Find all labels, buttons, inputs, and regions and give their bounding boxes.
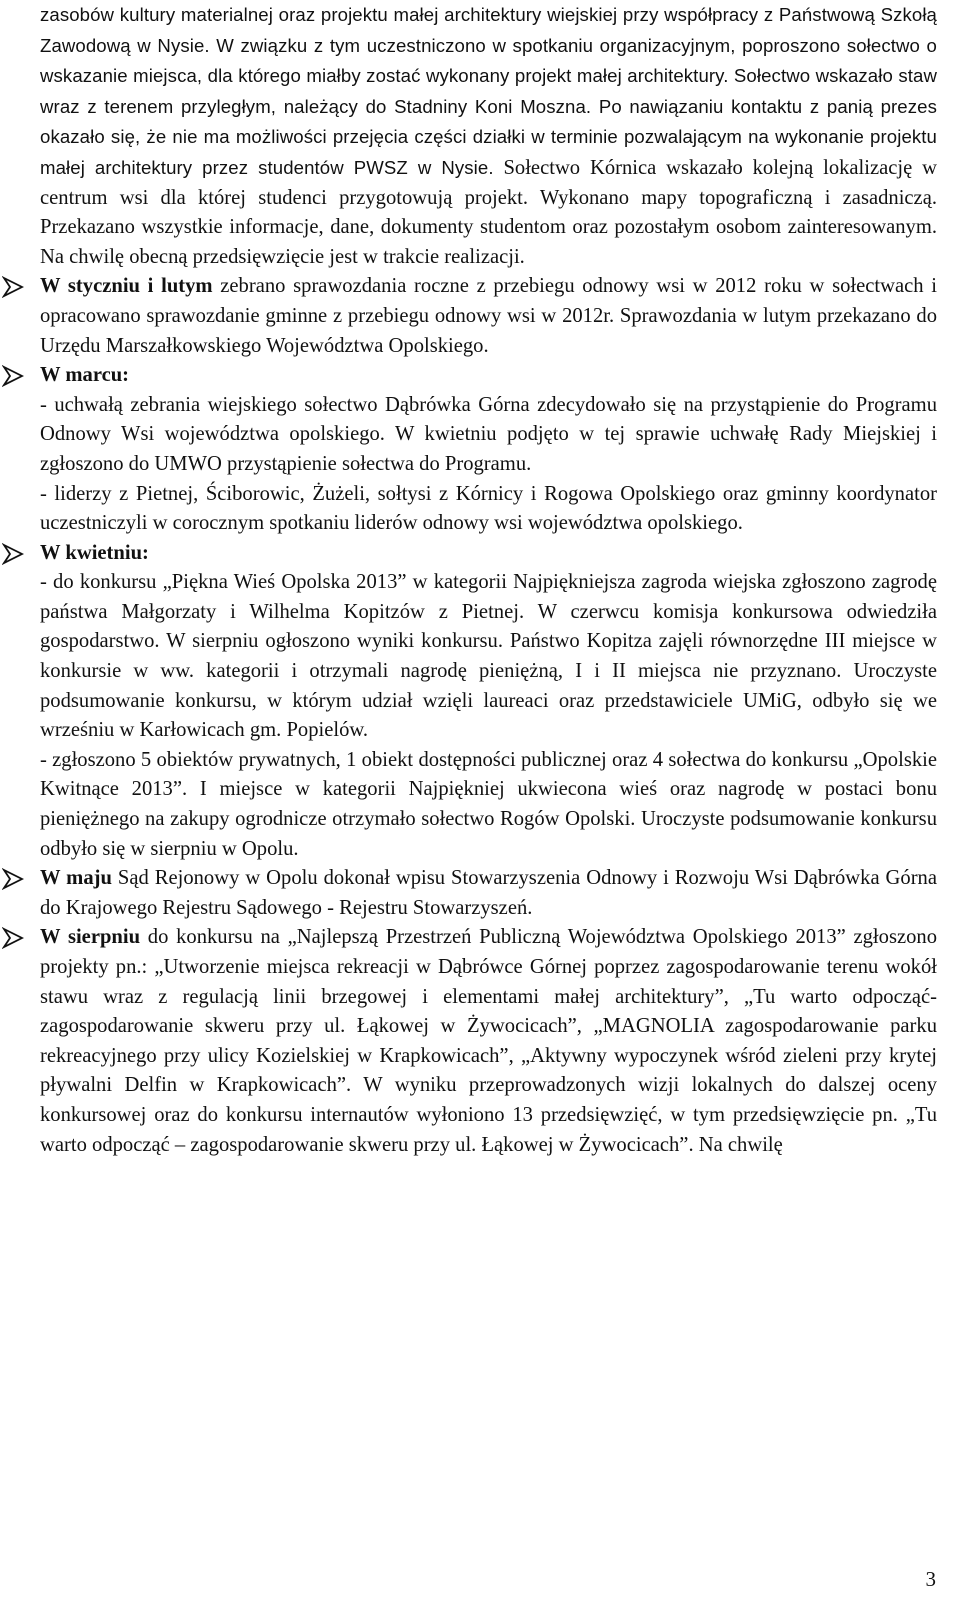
bullet-sierpien	[40, 923, 937, 1160]
arrowhead-bullet-icon	[2, 927, 24, 949]
bullet-item: - do konkursu „Piękna Wieś Opolska 2013” w kategorii Najpiękniejsza zagroda wiejska zgłoszono zagrodę państwa Małgorzaty i Wilhelma Kopitzów z Pietnej. W czerwcu komisja konkursowa odwiedziła gospodarstwo. W sierpniu ogłoszono wyniki konkursu. Państwo Kopitza zajęli równorzędne III miejsce w konkursie w ww. kategorii i otrzymali nagrodę pieniężną, I i II miejsca nie przyznano. Uroczyste podsumowanie konkursu, w którym udział wzięli laureaci oraz przedstawiciele UMiG, odbyło się we wrześniu w Karłowicach gm. Popielów.	[40, 571, 937, 742]
bullet-marzec	[40, 361, 937, 539]
arrowhead-bullet-icon	[2, 276, 24, 298]
bullet-kwiecien	[40, 539, 937, 865]
bullet-text: do konkursu na „Najlepszą Przestrzeń Publiczną Województwa Opolskiego 2013” zgłoszono projekty pn.: „Utworzenie miejsca rekreacji w Dąbrówce Górnej poprzez zagospodarowanie terenu wokół stawu wraz z regulacją linii brzegowej i elementami małej architektury”, „Tu warto odpocząć-zagospodarowanie skweru przy ul. Łąkowej w Żywocicach”, „MAGNOLIA zagospodarowanie parku rekreacyjnego przy ulicy Kozielskiej w Krapkowicach”, „Aktywny wypoczynek wśród zieleni przy krytej pływalni Delfin w Krapkowicach”. W wyniku przeprowadzonych wizji lokalnych do dalszej oceny konkursowej oraz do konkursu internautów wyłoniono 13 przedsięwzięć, w tym przedsięwzięcie pn. „Tu warto odpocząć – zagospodarowanie skweru przy ul. Łąkowej w Żywocicach”. Na chwilę	[40, 926, 937, 1156]
bullet-item: - uchwałą zebrania wiejskiego sołectwo Dąbrówka Górna zdecydowało się na przystąpienie do Programu Odnowy Wsi województwa opolskiego. W kwietniu podjęto w tej sprawie uchwałę Rady Miejskiej i zgłoszono do UMWO przystąpienie sołectwa do Programu.	[40, 393, 937, 475]
bullet-text: Sąd Rejonowy w Opolu dokonał wpisu Stowarzyszenia Odnowy i Rozwoju Wsi Dąbrówka Górna do Krajowego Rejestru Sądowego - Rejestru Stowarzyszeń.	[40, 867, 937, 919]
intro-text-sans: zasobów kultury materialnej oraz projektu małej architektury wiejskiej przy współpracy z Państwową Szkołą Zawodową w Nysie. W związku z tym uczestniczono w spotkaniu organizacyjnym, poproszono sołectwo o wskazanie miejsca, dla którego miałby zostać wykonany projekt małej architektury. Sołectwo wskazało staw wraz z terenem przyległym, należący do Stadniny Koni Moszna. Po nawiązaniu kontaktu z panią prezes okazało się, że nie ma możliwości przejęcia części działki w terminie pozwalającym na wykonanie projektu małej architektury przez studentów PWSZ w Nysie.	[40, 4, 937, 178]
bullet-item: - liderzy z Pietnej, Ściborowic, Żużeli, sołtysi z Kórnicy i Rogowa Opolskiego oraz gminny koordynator uczestniczyli w corocznym spotkaniu liderów odnowy wsi województwa opolskiego.	[40, 482, 937, 535]
arrowhead-bullet-icon	[2, 868, 24, 890]
arrowhead-bullet-icon	[2, 543, 24, 565]
bullet-lead: W sierpniu	[40, 926, 141, 949]
document-page	[40, 0, 937, 1160]
intro-text-serif: Sołectwo Kórnica wskazało kolejną lokalizację w centrum wsi dla której studenci przygotowują projekt. Wykonano mapy topograficzną i zasadniczą. Przekazano wszystkie informacje, dane, dokumenty studentom oraz pozostałym osobom zainteresowanym. Na chwilę obecną przedsięwzięcie jest w trakcie realizacji.	[40, 156, 938, 268]
intro-paragraph	[40, 0, 937, 272]
bullet-lead: W styczniu i lutym	[40, 275, 213, 298]
bullet-lead: W maju	[40, 867, 112, 890]
bullet-lead: W kwietniu:	[40, 541, 149, 564]
bullet-styczen-luty	[40, 272, 937, 361]
bullet-text: zebrano sprawozdania roczne z przebiegu odnowy wsi w 2012 roku w sołectwach i opracowano sprawozdanie gminne z przebiegu odnowy wsi w 2012r. Sprawozdania w lutym przekazano do Urzędu Marszałkowskiego Województwa Opolskiego.	[40, 275, 937, 357]
arrowhead-bullet-icon	[2, 365, 24, 387]
bullet-maj	[40, 864, 937, 923]
page-number: 3	[925, 1567, 936, 1591]
bullet-lead: W marcu:	[40, 364, 130, 387]
bullet-item: - zgłoszono 5 obiektów prywatnych, 1 obiekt dostępności publicznej oraz 4 sołectwa do konkursu „Opolskie Kwitnące 2013”. I miejsce w kategorii Najpiękniej ukwiecona wieś oraz nagrodę w postaci bonu pieniężnego na zakupy ogrodnicze otrzymało sołectwo Rogów Opolski. Uroczyste podsumowanie konkursu odbyło się w sierpniu w Opolu.	[40, 748, 937, 860]
